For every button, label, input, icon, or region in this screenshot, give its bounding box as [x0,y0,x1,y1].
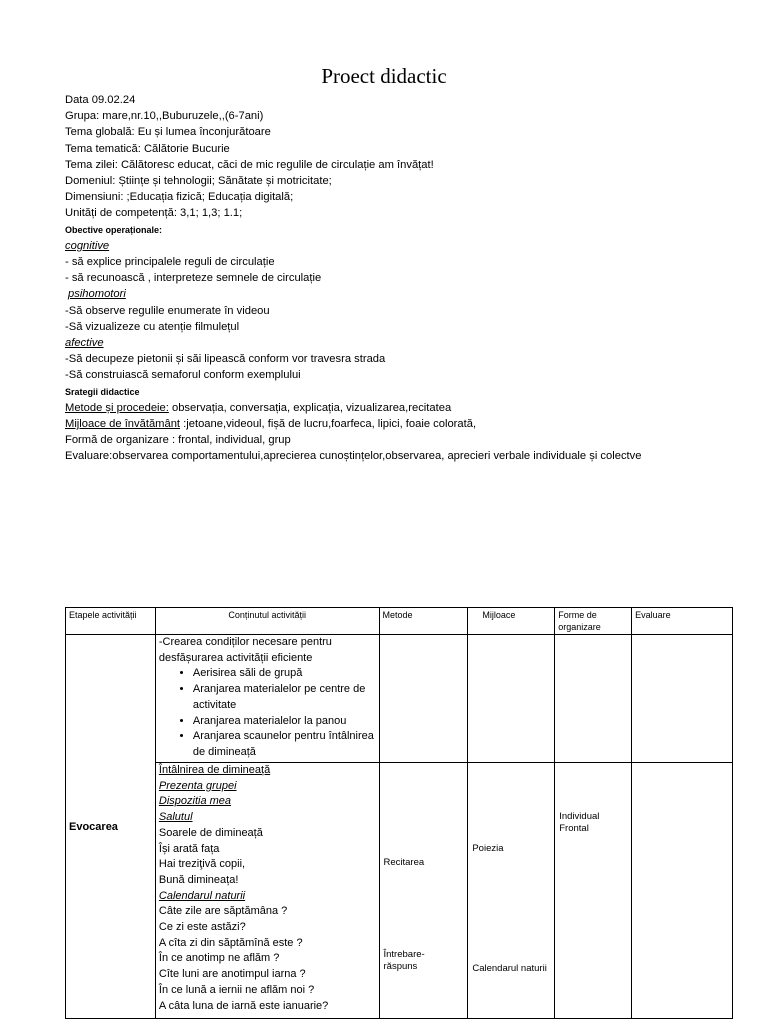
form-individual: Individual [559,811,600,822]
affective-objective-2: -Să construiască semaforul conform exemplului [65,369,301,382]
methods-line [65,400,755,416]
list-item: • Aerisirea săli de grupă [193,666,376,682]
group-line: Grupa: mare,nr.10,,Buburuzele,,(6-7ani) [65,110,264,123]
preparation-intro: -Crearea condiților necesare pentru desfășurarea activității eficiente [158,636,332,664]
methods-cell [379,763,468,1019]
header-forme: Forme de organizare [555,608,632,635]
preparation-content [155,635,379,763]
question-line: Ce zi este astăzi? [158,921,246,934]
question-line: A cîta zi din săptămînă este ? [158,936,303,949]
method-recitation: Recitarea [383,857,425,868]
header-continutul: Conținutul activității [155,608,379,635]
evaluation-line: Evaluare:observarea comportamentului,aprecierea cunoștințelor,observarea, aprecieri verbale individuale și colectve [65,450,642,463]
psychomotor-label: psihomotori [68,288,126,301]
thematic-theme-line: Tema tematică: Călătorie Bucurie [65,142,230,155]
cognitive-objective-1: - să explice principalele reguli de circulație [65,256,275,269]
stage-cell: Evocarea [66,635,156,1019]
table-row [66,635,733,763]
header-etapele: Etapele activității [66,608,156,635]
question-line: Câte zile are săptămâna ? [158,905,288,918]
affective-objective-1: -Să decupeze pietonii și săi lipească conform vor travesra strada [65,353,386,366]
question-line: Cîte luni are anotimpul iarna ? [158,968,306,981]
means-value: :jetoane,videoul, fișă de lucru,foarfeca, lipici, foaie colorată, [180,418,477,431]
date-line: Data 09.02.24 [65,94,136,106]
poem-line: Soarele de dimineață [158,826,263,839]
global-theme-line: Tema globală: Eu și lumea înconjurătoare [65,126,271,139]
competence-units-line: Unități de competență: 3,1; 1,3; 1.1; [65,207,243,220]
objectives-heading: Obective operaționale: [65,224,163,235]
means-poem: Poiezia [472,843,504,854]
morning-meeting-title: Întâlnirea de dimineață [158,764,271,776]
greeting-label: Salutul [158,811,193,824]
poem-line: Își arată fața [158,842,220,855]
poem-line: Bună dimineața! [158,873,239,886]
question-line: A câta luna de iarnă este ianuarie? [158,999,329,1012]
methods-label: Metode și procedeie: [65,401,169,414]
psychomotor-objective-1: -Să observe regulile enumerate în videou [65,304,270,317]
organization-cell [555,763,632,1019]
means-cell [468,763,555,1019]
empty-cell [379,635,468,763]
day-theme-line: Tema zilei: Călătoresc educat, căci de mic regulile de circulație am învățat! [65,158,434,171]
table-row [66,763,733,1019]
question-line: În ce lună a iernii ne aflăm noi ? [158,983,315,996]
methods-value: observația, conversația, explicația, vizualizarea,recitatea [168,401,452,414]
morning-meeting-content [155,763,379,1019]
empty-cell [632,635,733,763]
list-item: • Aranjarea materialelor la panou [193,714,376,730]
lesson-table [65,607,733,1019]
cognitive-label: cognitive [65,239,110,252]
affective-label: afective [65,337,104,350]
preparation-list [159,666,376,760]
project-header [65,92,755,465]
empty-cell [468,635,555,763]
table-header-row [66,608,733,635]
header-evaluare: Evaluare [632,608,733,635]
means-label: Mijloace de învătământ [65,418,181,431]
domain-line: Domeniul: Științe și tehnologii; Sănătate și motricitate; [65,175,332,188]
page-title: Proect didactic [321,64,447,88]
nature-calendar-label: Calendarul naturii [158,889,246,902]
header-metode: Metode [379,608,468,635]
list-item: • Aranjarea materialelor pe centre de activitate [193,682,376,713]
means-nature-calendar: Calendarul naturii [472,963,547,974]
cognitive-objective-2: - să recunoască , interpreteze semnele de circulație [65,272,322,285]
form-frontal: Frontal [559,823,589,834]
question-line: În ce anotimp ne aflăm ? [158,952,280,965]
psychomotor-objective-2: -Să vizualizeze cu atenție filmulețul [65,320,240,333]
strategies-heading: Srategii didactice [65,386,140,397]
mood-label: Dispozitia mea [158,795,232,808]
list-item: • Aranjarea scaunelor pentru întâlnirea de dimineață [193,729,376,760]
attendance-label: Prezenta grupei [158,779,237,792]
dimensions-line: Dimensiuni: ;Educația fizică; Educația digitală; [65,191,294,204]
empty-cell [632,763,733,1019]
header-mijloace: Mijloace [468,608,555,635]
means-line [65,416,755,432]
poem-line: Hai treziţivă copii, [158,858,246,871]
empty-cell [555,635,632,763]
organization-form-line: Formă de organizare : frontal, individual, grup [65,434,291,447]
method-question-answer: Întrebare-răspuns [383,949,425,972]
